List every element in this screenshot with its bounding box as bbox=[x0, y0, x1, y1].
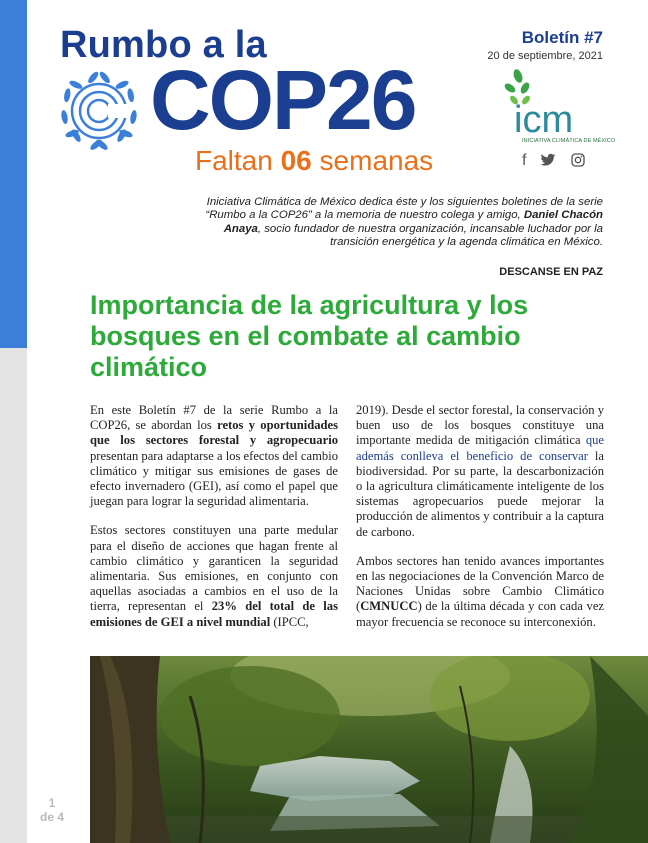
dedication-text bbox=[183, 196, 603, 250]
title-line1: Rumbo a la bbox=[60, 24, 267, 66]
twitter-icon[interactable] bbox=[540, 152, 556, 173]
p4-text-a: Ambos sectores han tenido avances importantes en las negociaciones de la Convención Marco de Naciones Unidas sobre Cambio Climático ( bbox=[356, 553, 604, 614]
p2-text-c: (IPCC, bbox=[270, 614, 309, 629]
p1-bold: retos y oportunidades que los sectores forestal y agropecuario bbox=[90, 418, 338, 448]
p4-bold: CMNUCC bbox=[360, 599, 418, 614]
title-line2: COP26 bbox=[150, 53, 416, 147]
side-bar-accent bbox=[0, 0, 27, 348]
page-indicator bbox=[40, 796, 64, 824]
article-column-right bbox=[356, 403, 604, 644]
paragraph-3 bbox=[356, 403, 604, 540]
icm-tagline: INICIATIVA CLIMÁTICA DE MÉXICO bbox=[522, 138, 616, 144]
paragraph-4 bbox=[356, 554, 604, 630]
icm-logo bbox=[496, 66, 606, 146]
p2-bold: 23% del total de las emisiones de GEI a nivel mundial bbox=[90, 599, 338, 629]
p3-text-a: 2019). Desde el sector forestal, la conservación y buen uso de los bosques constituye una importante medida de mitigación climática bbox=[356, 403, 604, 448]
p4-text-c: ) de la última década y con cada vez mayor frecuencia se reconoce su interconexión. bbox=[356, 599, 604, 629]
social-links bbox=[522, 152, 586, 173]
p1-text-a: En este Boletín #7 de la serie Rumbo a la COP26, se abordan los bbox=[90, 403, 338, 433]
p1-text-c: presentan para adaptarse a los efectos del cambio climático y mitigar sus emisiones de gases de efecto invernadero (GEI), así como el papel que juegan para lograr la seguridad alimentaria. bbox=[90, 448, 338, 509]
countdown-prefix: Faltan bbox=[195, 145, 281, 176]
dedication-part1: Iniciativa Climática de México dedica éste y los siguientes boletines de la serie “Rumbo a la COP26” a la memoria de nuestro colega y amigo, bbox=[205, 196, 603, 222]
page-total: de 4 bbox=[40, 810, 65, 824]
countdown-suffix: semanas bbox=[311, 145, 434, 176]
page-current: 1 bbox=[48, 796, 56, 810]
side-bar bbox=[0, 0, 27, 843]
forest-waterfall-photo bbox=[90, 656, 648, 843]
dedication-closing: DESCANSE EN PAZ bbox=[499, 266, 603, 278]
countdown-number: 06 bbox=[280, 145, 312, 176]
countdown bbox=[195, 145, 433, 177]
facebook-icon[interactable]: f bbox=[522, 152, 527, 169]
paragraph-1 bbox=[90, 403, 338, 509]
un-emblem-icon bbox=[58, 70, 140, 152]
dedication-part2: , socio fundador de nuestra organización, incansable luchador por la transición energética y la agenda climática en México. bbox=[257, 222, 603, 249]
icm-logo-text: icm bbox=[514, 99, 574, 141]
bulletin-number: Boletín #7 bbox=[521, 28, 603, 47]
article-column-left bbox=[90, 403, 338, 644]
p3-highlight: que además conlleva el beneficio de conservar bbox=[356, 433, 604, 463]
paragraph-2 bbox=[90, 523, 338, 629]
p2-text-a: Estos sectores constituyen una parte medular para el diseño de acciones que hagan frente al cambio climático y garanticen la seguridad alimentaria. Sus emisiones, en conjunto con aquellas asociadas a cambios en el uso de la tierra, representan el bbox=[90, 523, 338, 614]
instagram-icon[interactable] bbox=[570, 152, 586, 173]
bulletin-date: 20 de septiembre, 2021 bbox=[487, 50, 603, 62]
article-title: Importancia de la agricultura y los bosques en el combate al cambio climático bbox=[90, 290, 529, 382]
dedication-name: Daniel Chacón Anaya bbox=[223, 209, 603, 235]
p3-text-c: la biodiversidad. Por su parte, la descarbonización o la agricultura climáticamente inteligente de los sistemas agropecuarios puede mejorar la producción de alimentos y contribuir a la captura de carbono. bbox=[356, 448, 604, 539]
